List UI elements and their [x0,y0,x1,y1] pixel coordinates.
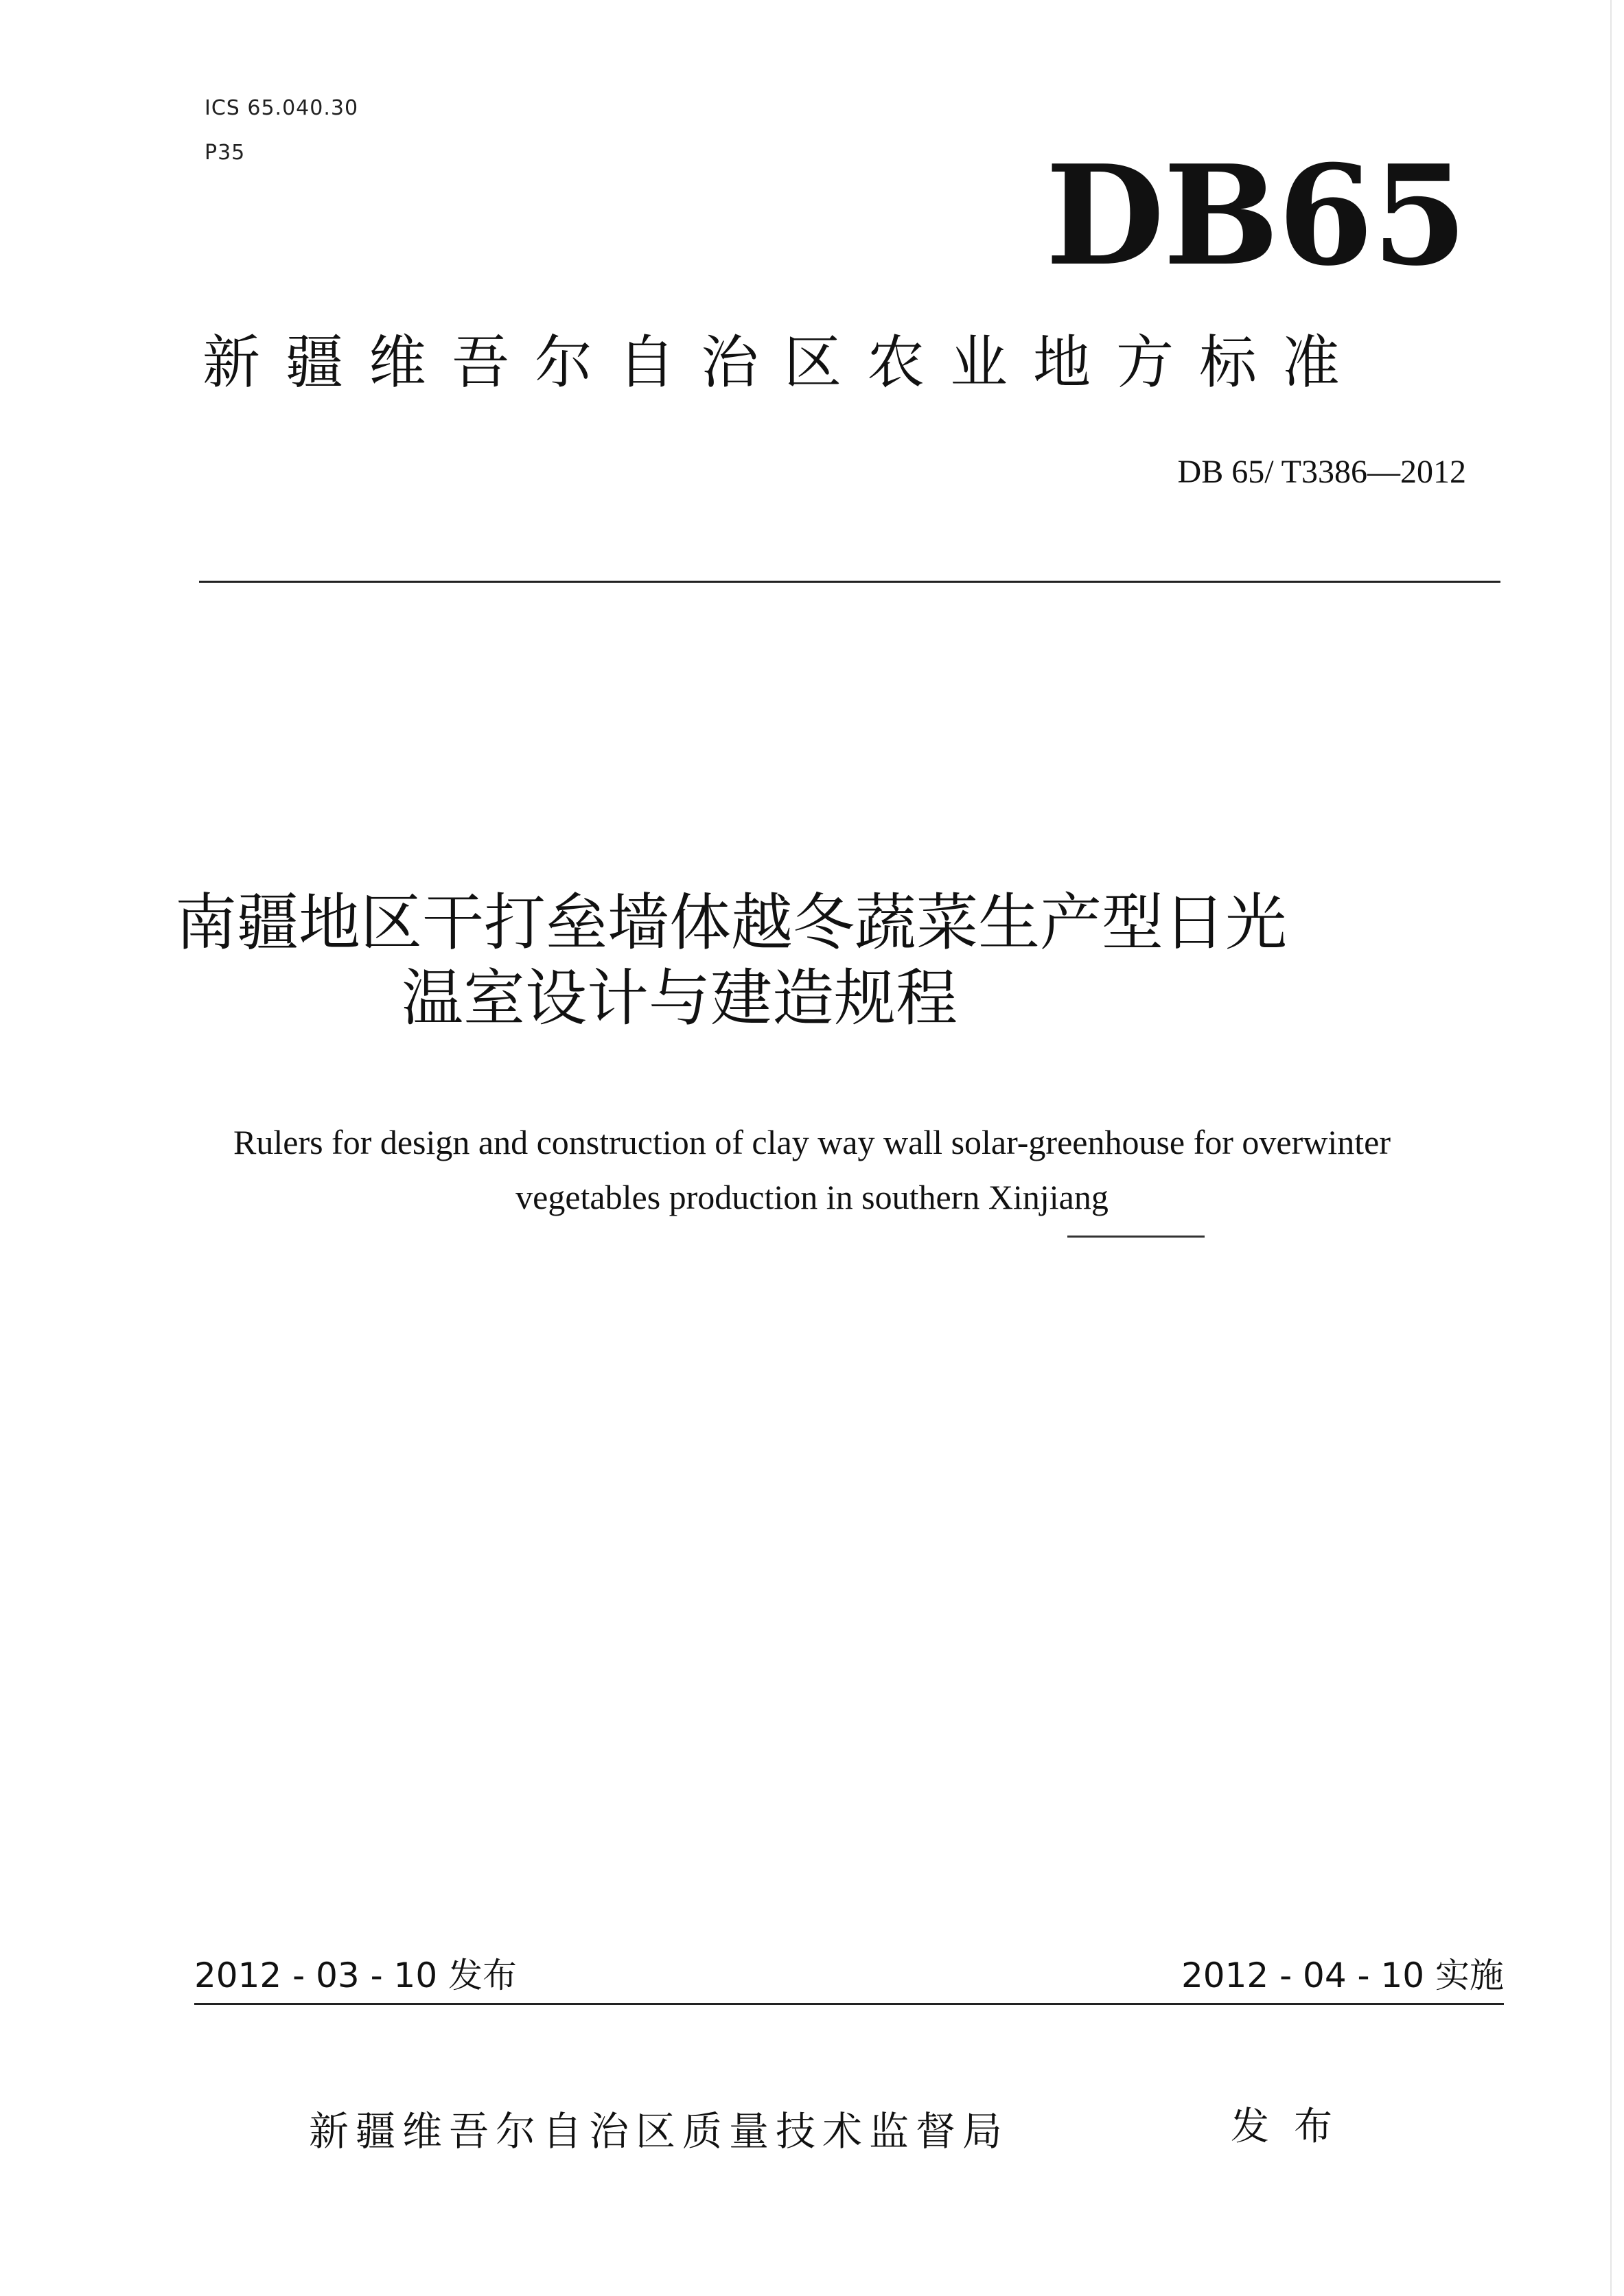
header-divider [199,581,1500,583]
title-chinese [175,885,1479,1036]
standard-number: DB 65/ T3386—2012 [1177,454,1466,490]
ccs-code: P35 [205,141,246,165]
dates-divider [194,2003,1504,2005]
title-english-line-2: vegetables production in southern Xinjiang [515,1178,1109,1216]
publisher-name: 新疆维吾尔自治区质量技术监督局 [309,2108,1010,2155]
title-english [0,1115,1624,1225]
title-english-underline [1067,1236,1205,1238]
standard-category: 新疆维吾尔自治区农业地方标准 [202,329,1366,396]
db-logo: DB65 [1045,135,1466,297]
title-chinese-line-2: 温室设计与建造规程 [402,962,958,1034]
ics-code: ICS 65.040.30 [205,96,359,120]
publish-label: 发布 [1231,2104,1357,2149]
issue-date: 2012 - 03 - 10 发布 [194,1956,518,1995]
implementation-date: 2012 - 04 - 10 实施 [1181,1956,1504,1995]
title-english-line-1: Rulers for design and construction of clay way wall solar-greenhouse for overwinter [233,1123,1391,1161]
title-chinese-line-1: 南疆地区干打垒墙体越冬蔬菜生产型日光 [175,887,1287,959]
